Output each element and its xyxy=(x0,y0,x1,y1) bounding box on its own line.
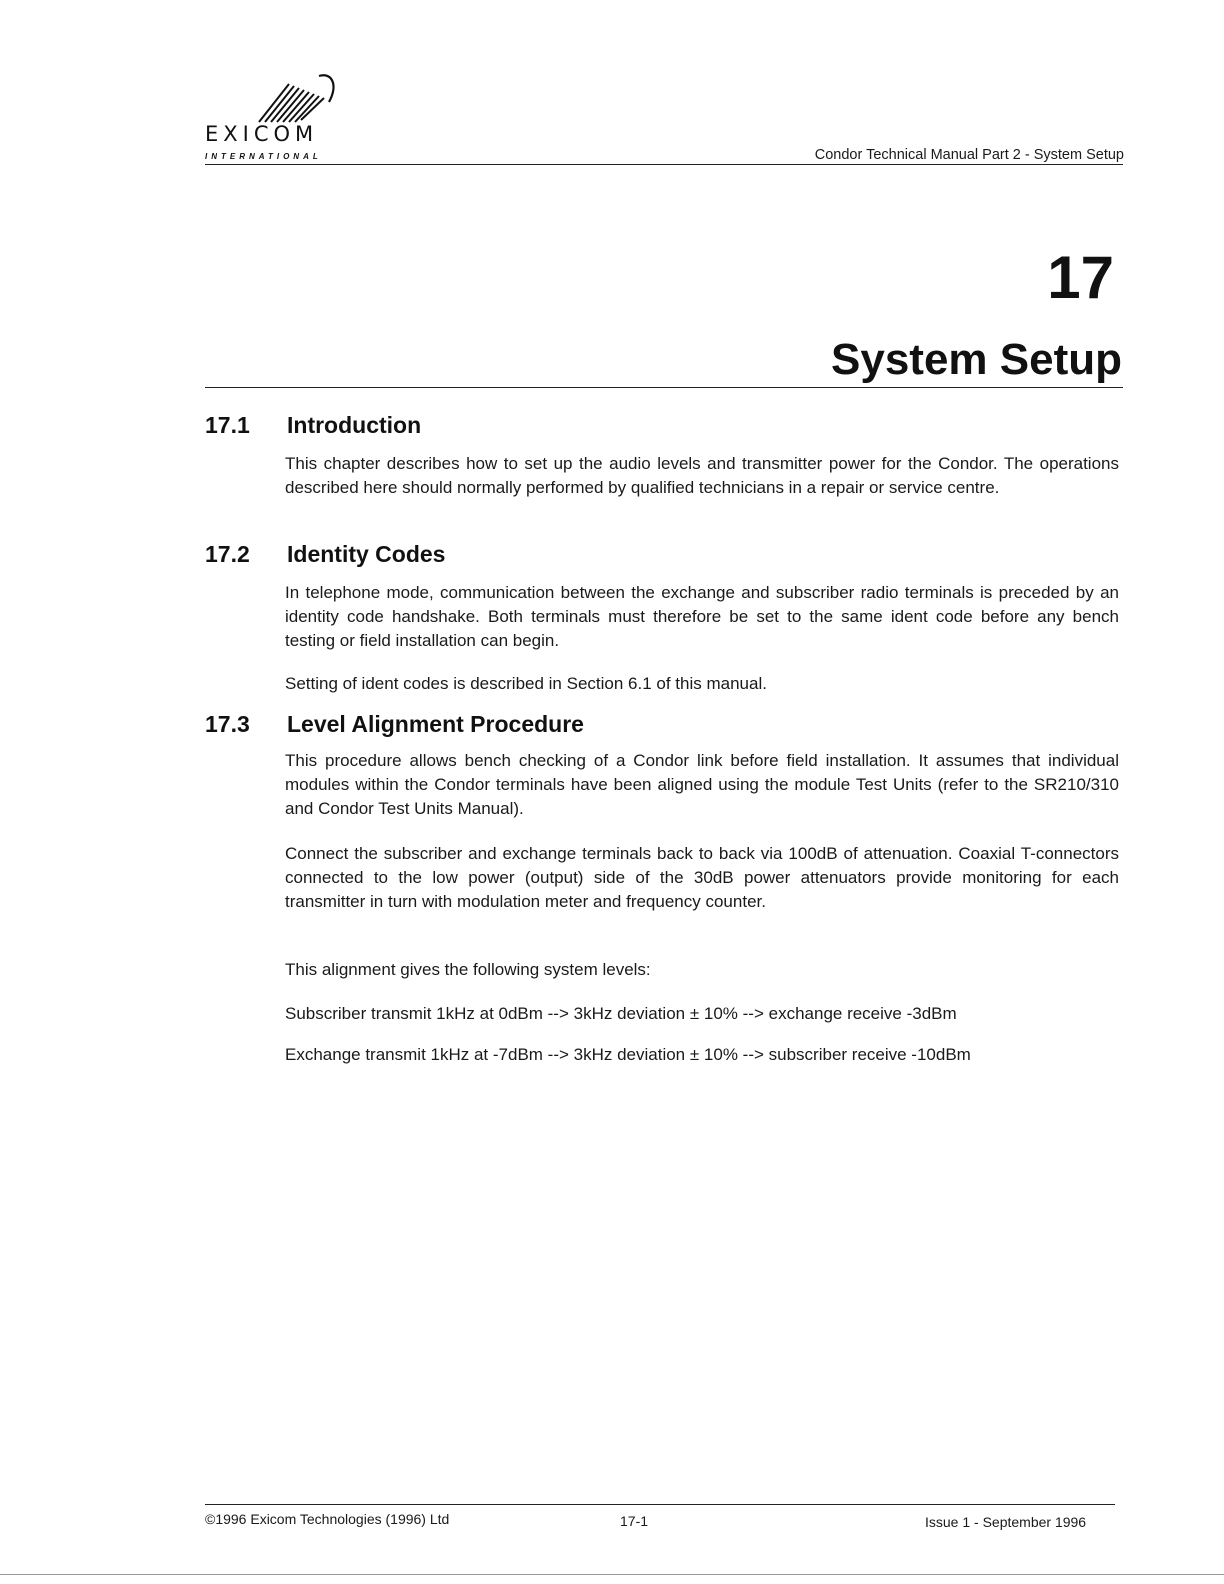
footer-issue: Issue 1 - September 1996 xyxy=(925,1514,1087,1530)
title-rule xyxy=(205,387,1123,388)
paragraph: In telephone mode, communication between the exchange and subscriber radio terminals is preceded by an identity code handshake. Both terminals must therefore be set to the same ident code before any bench testing or field installation can begin. xyxy=(285,583,1119,650)
paragraph: Exchange transmit 1kHz at -7dBm --> 3kHz deviation ± 10% --> subscriber receive -10dBm xyxy=(285,1045,971,1064)
footer-rule xyxy=(205,1504,1115,1505)
exicom-logo xyxy=(205,62,365,162)
section-number: 17.2 xyxy=(205,541,250,567)
section-heading: Level Alignment Procedure xyxy=(287,711,584,737)
paragraph: This procedure allows bench checking of a Condor link before field installation. It assumes that individual modules within the Condor terminals have been aligned using the module Test Units (refer to the SR210/310 and Condor Test Units Manual). xyxy=(285,751,1119,818)
paragraph: Connect the subscriber and exchange terminals back to back via 100dB of attenuation. Coaxial T-connectors connected to the low power (output) side of the 30dB power attenuators provide monitoring for each transmitter in turn with modulation meter and frequency counter. xyxy=(285,844,1119,911)
chapter-title: System Setup xyxy=(831,335,1122,384)
paragraph: Subscriber transmit 1kHz at 0dBm --> 3kHz deviation ± 10% --> exchange receive -3dBm xyxy=(285,1004,957,1023)
chapter-number: 17 xyxy=(1047,244,1114,311)
logo-subtitle: INTERNATIONAL xyxy=(205,152,322,161)
paragraph: This alignment gives the following system levels: xyxy=(285,960,651,979)
footer-page-number: 17-1 xyxy=(620,1513,649,1529)
section-number: 17.1 xyxy=(205,412,250,438)
running-header-title: Condor Technical Manual Part 2 - System Setup xyxy=(814,147,1124,163)
scan-edge-line xyxy=(0,1574,1224,1575)
logo-wordmark: EXICOM xyxy=(205,122,319,146)
section-heading: Identity Codes xyxy=(287,541,446,567)
footer-copyright: ©1996 Exicom Technologies (1996) Ltd xyxy=(205,1511,450,1527)
exicom-logo-mark-icon xyxy=(249,62,339,126)
paragraph: This chapter describes how to set up the audio levels and transmitter power for the Condor. The operations described here should normally performed by qualified technicians in a repair or service centre. xyxy=(285,454,1119,497)
paragraph: Setting of ident codes is described in Section 6.1 of this manual. xyxy=(285,674,767,693)
section-number: 17.3 xyxy=(205,711,250,737)
section-heading: Introduction xyxy=(287,412,422,438)
header-rule xyxy=(205,164,1123,165)
